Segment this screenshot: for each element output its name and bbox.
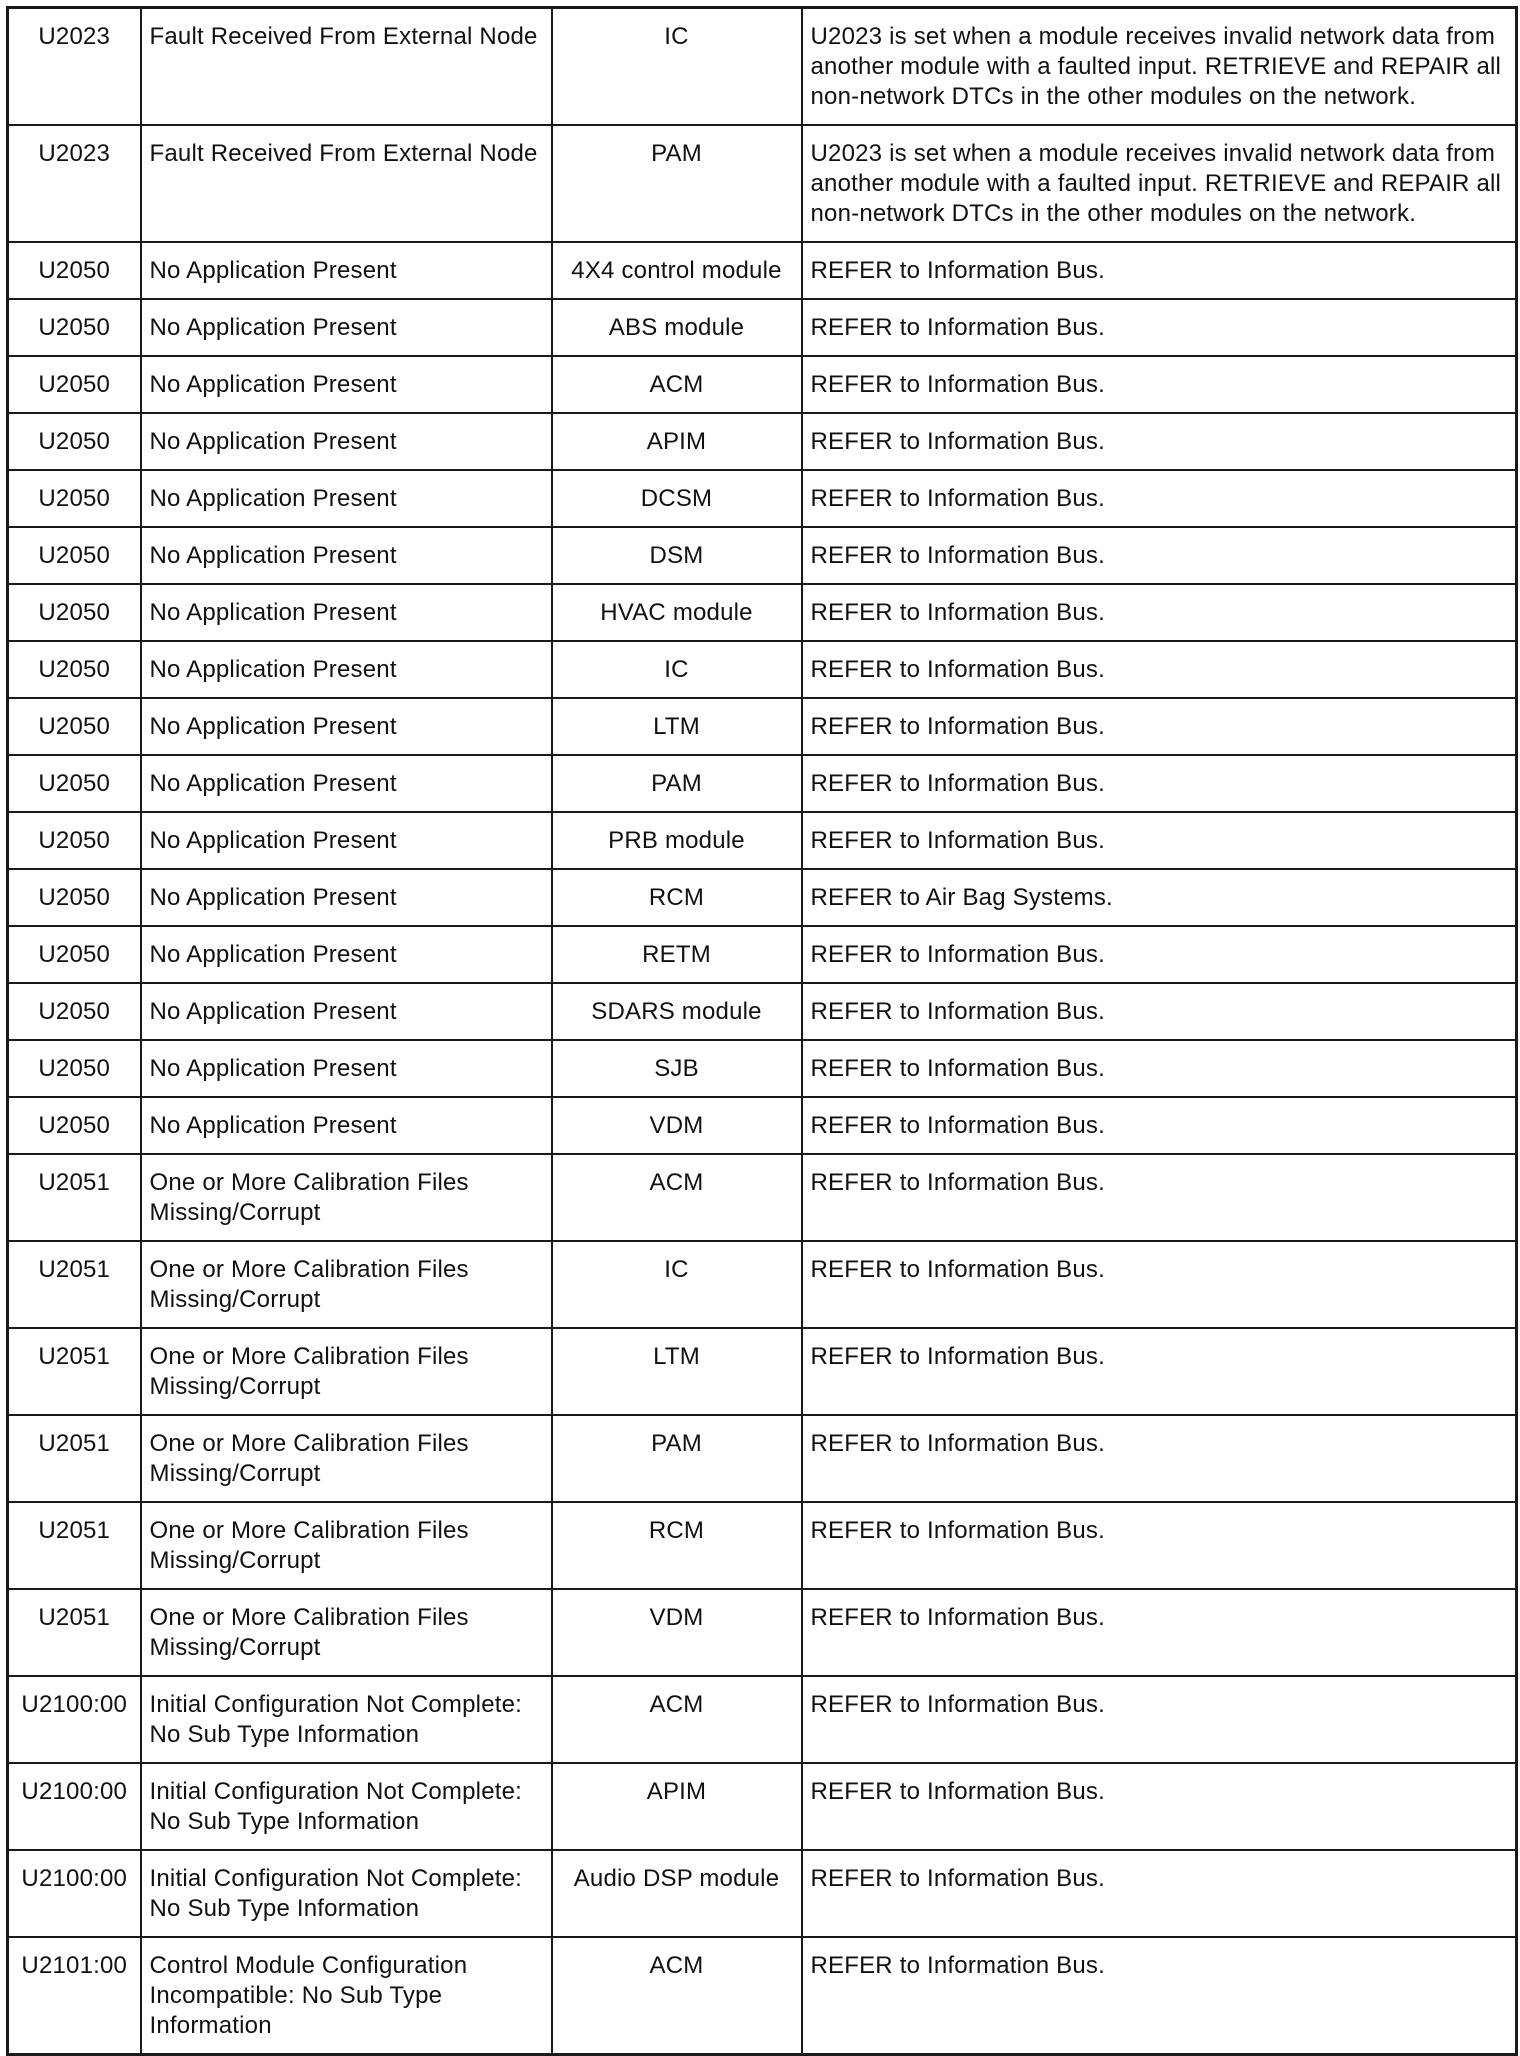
module-cell: ACM: [552, 1937, 802, 2055]
dtc-description-cell: One or More Calibration Files Missing/Corrupt: [141, 1241, 552, 1328]
dtc-code-cell: U2050: [8, 869, 141, 926]
dtc-code-cell: U2050: [8, 1040, 141, 1097]
dtc-description-cell: No Application Present: [141, 812, 552, 869]
action-cell: REFER to Air Bag Systems.: [802, 869, 1517, 926]
module-cell: ABS module: [552, 299, 802, 356]
dtc-code-cell: U2051: [8, 1502, 141, 1589]
dtc-description-cell: No Application Present: [141, 584, 552, 641]
table-row: [8, 698, 1517, 755]
module-cell: VDM: [552, 1097, 802, 1154]
table-row: [8, 527, 1517, 584]
dtc-description-cell: No Application Present: [141, 413, 552, 470]
table-row: [8, 1502, 1517, 1589]
dtc-description-cell: No Application Present: [141, 356, 552, 413]
action-cell: REFER to Information Bus.: [802, 1040, 1517, 1097]
dtc-code-cell: U2050: [8, 755, 141, 812]
table-row: [8, 1097, 1517, 1154]
dtc-description-cell: No Application Present: [141, 470, 552, 527]
table-row: [8, 1040, 1517, 1097]
dtc-code-cell: U2050: [8, 983, 141, 1040]
table-row: [8, 470, 1517, 527]
dtc-code-cell: U2050: [8, 926, 141, 983]
module-cell: RETM: [552, 926, 802, 983]
dtc-code-cell: U2050: [8, 470, 141, 527]
module-cell: Audio DSP module: [552, 1850, 802, 1937]
table-row: [8, 1415, 1517, 1502]
action-cell: REFER to Information Bus.: [802, 641, 1517, 698]
table-row: [8, 1241, 1517, 1328]
dtc-description-cell: Fault Received From External Node: [141, 125, 552, 242]
action-cell: REFER to Information Bus.: [802, 527, 1517, 584]
action-cell: REFER to Information Bus.: [802, 299, 1517, 356]
action-cell: REFER to Information Bus.: [802, 1763, 1517, 1850]
dtc-code-cell: U2050: [8, 584, 141, 641]
dtc-description-cell: No Application Present: [141, 869, 552, 926]
module-cell: RCM: [552, 869, 802, 926]
module-cell: PRB module: [552, 812, 802, 869]
module-cell: IC: [552, 641, 802, 698]
module-cell: ACM: [552, 356, 802, 413]
table-row: [8, 1763, 1517, 1850]
dtc-code-cell: U2050: [8, 641, 141, 698]
module-cell: APIM: [552, 413, 802, 470]
table-row: [8, 356, 1517, 413]
action-cell: REFER to Information Bus.: [802, 1937, 1517, 2055]
dtc-code-cell: U2051: [8, 1154, 141, 1241]
module-cell: LTM: [552, 1328, 802, 1415]
dtc-table: [6, 6, 1518, 2056]
table-row: [8, 983, 1517, 1040]
dtc-description-cell: No Application Present: [141, 299, 552, 356]
action-cell: REFER to Information Bus.: [802, 1589, 1517, 1676]
dtc-description-cell: No Application Present: [141, 983, 552, 1040]
action-cell: U2023 is set when a module receives invalid network data from another module with a faulted input. RETRIEVE and REPAIR all non-network DTCs in the other modules on the network.: [802, 8, 1517, 126]
module-cell: PAM: [552, 755, 802, 812]
module-cell: IC: [552, 8, 802, 126]
dtc-code-cell: U2023: [8, 8, 141, 126]
module-cell: 4X4 control module: [552, 242, 802, 299]
module-cell: VDM: [552, 1589, 802, 1676]
dtc-description-cell: Fault Received From External Node: [141, 8, 552, 126]
table-row: [8, 1937, 1517, 2055]
action-cell: REFER to Information Bus.: [802, 1097, 1517, 1154]
module-cell: DSM: [552, 527, 802, 584]
table-row: [8, 926, 1517, 983]
dtc-code-cell: U2100:00: [8, 1763, 141, 1850]
action-cell: REFER to Information Bus.: [802, 356, 1517, 413]
dtc-description-cell: No Application Present: [141, 926, 552, 983]
dtc-table-body: [8, 8, 1517, 2055]
table-row: [8, 1676, 1517, 1763]
action-cell: REFER to Information Bus.: [802, 584, 1517, 641]
table-row: [8, 8, 1517, 126]
dtc-code-cell: U2100:00: [8, 1676, 141, 1763]
action-cell: REFER to Information Bus.: [802, 1241, 1517, 1328]
dtc-code-cell: U2050: [8, 299, 141, 356]
dtc-description-cell: One or More Calibration Files Missing/Corrupt: [141, 1589, 552, 1676]
action-cell: REFER to Information Bus.: [802, 413, 1517, 470]
module-cell: HVAC module: [552, 584, 802, 641]
dtc-description-cell: No Application Present: [141, 698, 552, 755]
dtc-code-cell: U2050: [8, 812, 141, 869]
dtc-description-cell: Initial Configuration Not Complete: No Sub Type Information: [141, 1763, 552, 1850]
table-row: [8, 299, 1517, 356]
module-cell: PAM: [552, 125, 802, 242]
dtc-description-cell: No Application Present: [141, 755, 552, 812]
table-row: [8, 1328, 1517, 1415]
action-cell: REFER to Information Bus.: [802, 1850, 1517, 1937]
table-row: [8, 413, 1517, 470]
dtc-code-cell: U2050: [8, 1097, 141, 1154]
dtc-code-cell: U2023: [8, 125, 141, 242]
dtc-description-cell: No Application Present: [141, 527, 552, 584]
module-cell: DCSM: [552, 470, 802, 527]
action-cell: REFER to Information Bus.: [802, 983, 1517, 1040]
dtc-description-cell: One or More Calibration Files Missing/Corrupt: [141, 1328, 552, 1415]
dtc-code-cell: U2050: [8, 356, 141, 413]
table-row: [8, 125, 1517, 242]
dtc-description-cell: No Application Present: [141, 1097, 552, 1154]
dtc-code-cell: U2051: [8, 1241, 141, 1328]
module-cell: LTM: [552, 698, 802, 755]
action-cell: REFER to Information Bus.: [802, 812, 1517, 869]
dtc-description-cell: Initial Configuration Not Complete: No Sub Type Information: [141, 1850, 552, 1937]
table-row: [8, 812, 1517, 869]
module-cell: SJB: [552, 1040, 802, 1097]
action-cell: REFER to Information Bus.: [802, 242, 1517, 299]
table-row: [8, 1154, 1517, 1241]
module-cell: SDARS module: [552, 983, 802, 1040]
action-cell: REFER to Information Bus.: [802, 1502, 1517, 1589]
module-cell: RCM: [552, 1502, 802, 1589]
table-row: [8, 584, 1517, 641]
table-row: [8, 1589, 1517, 1676]
dtc-chart-page: [6, 6, 1515, 2056]
dtc-description-cell: No Application Present: [141, 641, 552, 698]
dtc-code-cell: U2101:00: [8, 1937, 141, 2055]
action-cell: REFER to Information Bus.: [802, 1328, 1517, 1415]
dtc-description-cell: No Application Present: [141, 1040, 552, 1097]
action-cell: U2023 is set when a module receives invalid network data from another module with a faulted input. RETRIEVE and REPAIR all non-network DTCs in the other modules on the network.: [802, 125, 1517, 242]
action-cell: REFER to Information Bus.: [802, 1154, 1517, 1241]
table-row: [8, 755, 1517, 812]
table-row: [8, 242, 1517, 299]
dtc-description-cell: One or More Calibration Files Missing/Corrupt: [141, 1154, 552, 1241]
dtc-description-cell: One or More Calibration Files Missing/Corrupt: [141, 1415, 552, 1502]
dtc-description-cell: One or More Calibration Files Missing/Corrupt: [141, 1502, 552, 1589]
dtc-code-cell: U2051: [8, 1589, 141, 1676]
action-cell: REFER to Information Bus.: [802, 926, 1517, 983]
dtc-code-cell: U2050: [8, 242, 141, 299]
dtc-description-cell: Control Module Configuration Incompatible: No Sub Type Information: [141, 1937, 552, 2055]
dtc-code-cell: U2050: [8, 698, 141, 755]
table-row: [8, 641, 1517, 698]
module-cell: PAM: [552, 1415, 802, 1502]
module-cell: APIM: [552, 1763, 802, 1850]
dtc-code-cell: U2050: [8, 527, 141, 584]
action-cell: REFER to Information Bus.: [802, 470, 1517, 527]
module-cell: ACM: [552, 1154, 802, 1241]
table-row: [8, 869, 1517, 926]
action-cell: REFER to Information Bus.: [802, 1676, 1517, 1763]
dtc-description-cell: Initial Configuration Not Complete: No Sub Type Information: [141, 1676, 552, 1763]
table-row: [8, 1850, 1517, 1937]
action-cell: REFER to Information Bus.: [802, 1415, 1517, 1502]
dtc-description-cell: No Application Present: [141, 242, 552, 299]
module-cell: IC: [552, 1241, 802, 1328]
dtc-code-cell: U2050: [8, 413, 141, 470]
module-cell: ACM: [552, 1676, 802, 1763]
dtc-code-cell: U2051: [8, 1328, 141, 1415]
action-cell: REFER to Information Bus.: [802, 698, 1517, 755]
action-cell: REFER to Information Bus.: [802, 755, 1517, 812]
dtc-code-cell: U2051: [8, 1415, 141, 1502]
dtc-code-cell: U2100:00: [8, 1850, 141, 1937]
